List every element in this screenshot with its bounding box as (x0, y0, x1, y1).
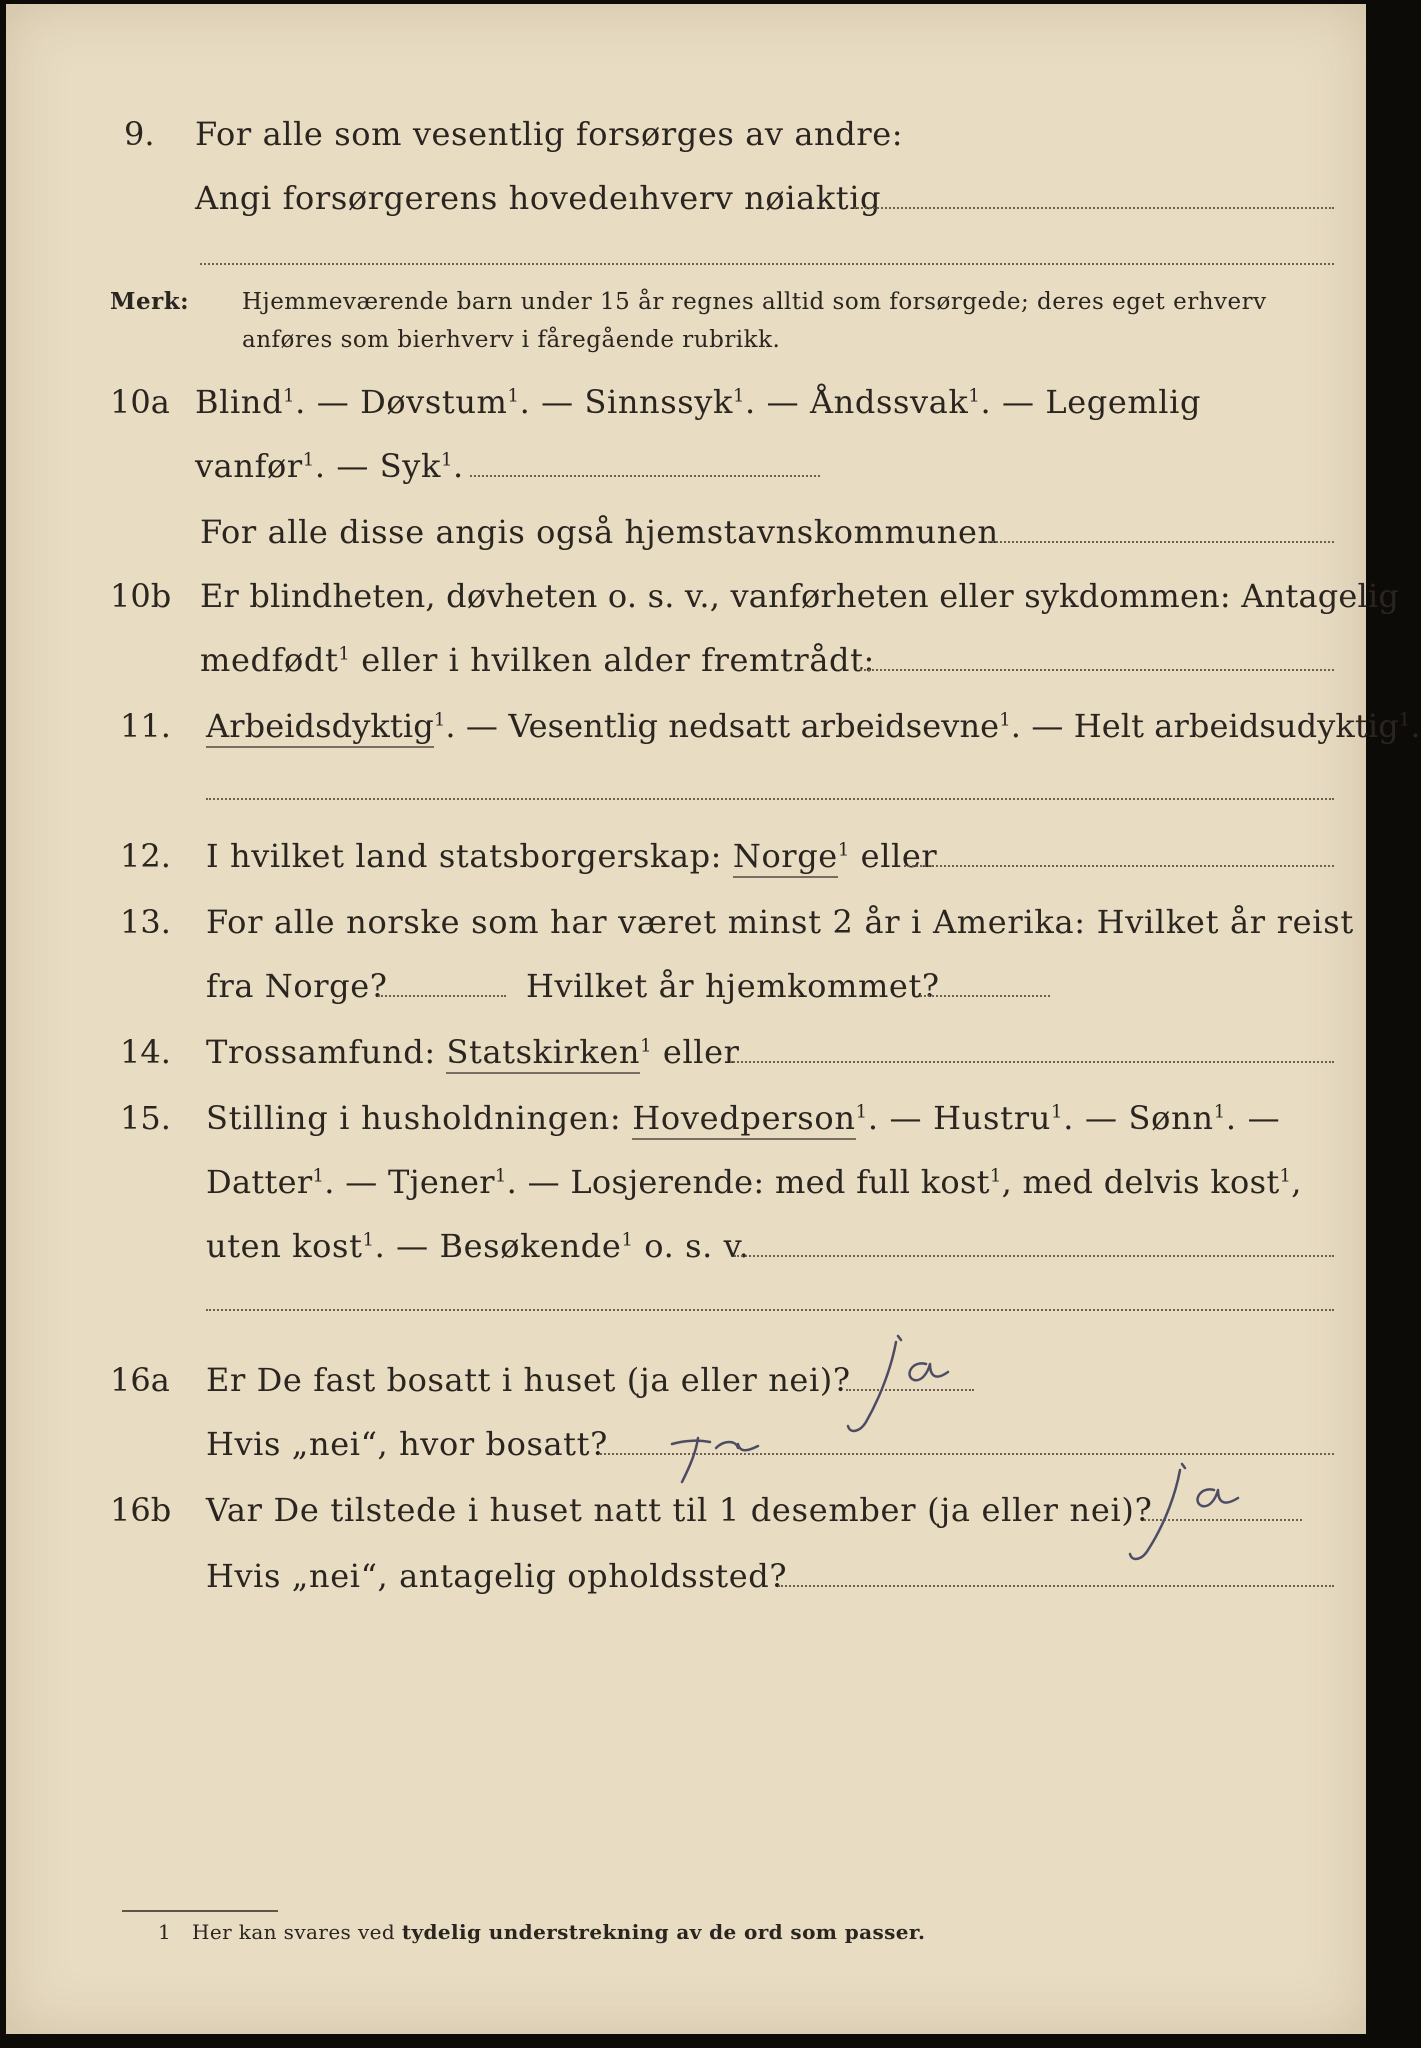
q15-answer-line[interactable] (734, 1255, 1334, 1257)
opt-statskirken[interactable]: Statskirken (446, 1033, 640, 1074)
q14-line (206, 1032, 740, 1072)
dash: — (878, 1099, 934, 1137)
opt-vanfor[interactable]: vanfør (195, 447, 303, 485)
sup-mark: 1 (1213, 1101, 1226, 1123)
dash: — (766, 383, 810, 421)
merk-line2: anføres som bierhverv i fåregående rubrikk. (242, 327, 781, 353)
census-form-page (6, 4, 1421, 2034)
q10a-answer-line[interactable] (470, 475, 820, 477)
q16b-opholdssted-line[interactable] (778, 1585, 1334, 1587)
q10b-answer-line[interactable] (860, 669, 1334, 671)
q12-eller: eller (849, 837, 938, 875)
dash: — (334, 1163, 388, 1201)
q13-number: 13. (120, 903, 171, 941)
q15-line2: Datter$^1$. — Tjener$^1$. — Losjerende: med full kost$^1$, med delvis kost$^1$, (206, 1163, 1302, 1201)
sup-mark: 1 (433, 709, 446, 731)
q13-hjem: Hvilket år hjemkommet? (526, 967, 940, 1005)
q11-number: 11. (120, 707, 171, 745)
q10a-number: 10a (110, 383, 170, 421)
sup-mark: 1 (640, 1035, 653, 1057)
q16a-line2: Hvis „nei“, hvor bosatt? (206, 1425, 608, 1463)
q11-answer-line[interactable] (206, 798, 1334, 800)
opt-arbeidsdyktig[interactable]: Arbeidsdyktig (206, 707, 434, 748)
merk-line1: Hjemmeværende barn under 15 år regnes alltid som forsørgede; deres eget erhverv (242, 289, 1267, 315)
dash: — (541, 383, 585, 421)
q16b-number: 16b (110, 1491, 172, 1529)
dash: — (1021, 707, 1074, 745)
q15-number: 15. (120, 1099, 171, 1137)
q9-line1: For alle som vesentlig forsørges av andre: (195, 115, 904, 153)
opt-besokende[interactable]: Besøkende (439, 1227, 622, 1265)
q14-label: Trossamfund: (206, 1033, 447, 1071)
sup-mark: 1 (494, 1165, 507, 1187)
q11-line: Arbeidsdyktig$^1$. — Vesentlig nedsatt arbeidsevne$^1$. — Helt arbeidsudyktig$^1$. (206, 706, 1421, 746)
dash: — (1074, 1099, 1129, 1137)
q12-answer-line[interactable] (904, 865, 1334, 867)
opt-andssvak[interactable]: Åndssvak (809, 383, 969, 421)
q9-answer-line[interactable] (854, 207, 1334, 209)
footnote-bold: tydelig understrekning av de ord som passer. (401, 1920, 926, 1944)
sup-mark: 1 (338, 643, 351, 665)
dash: — (1001, 383, 1046, 421)
opt-norge[interactable]: Norge (733, 837, 838, 878)
q15-label: Stilling i husholdningen: (206, 1099, 633, 1137)
sup-mark: 1 (837, 839, 850, 861)
opt-sinnssyk[interactable]: Sinnssyk (584, 383, 733, 421)
opt-sonn[interactable]: Sønn (1128, 1099, 1214, 1137)
footnote-rule (122, 1910, 278, 1912)
sup-mark: 1 (999, 709, 1011, 731)
q16b-handwritten-answer (1118, 1460, 1268, 1570)
q10a-hjemstavn-line[interactable] (988, 541, 1334, 543)
opt-dovstum[interactable]: Døvstum (360, 383, 508, 421)
sup-mark: 1 (989, 1165, 1002, 1187)
dash: — (336, 447, 380, 485)
sup-mark: 1 (283, 385, 296, 407)
q12-number: 12. (120, 837, 171, 875)
q13-reist-line[interactable] (378, 995, 506, 997)
q14-answer-line[interactable] (730, 1061, 1334, 1063)
q15-answer-line-2[interactable] (206, 1309, 1334, 1311)
sup-mark: 1 (732, 385, 746, 407)
dash: — (385, 1227, 440, 1265)
q10b-line2 (200, 640, 875, 680)
opt-hovedperson[interactable]: Hovedperson (632, 1099, 855, 1140)
q16a-strikeout-mark (666, 1422, 766, 1492)
q14-number: 14. (120, 1033, 171, 1071)
dash: — (455, 707, 509, 745)
dash: — (316, 383, 361, 421)
sup-mark: 1 (1398, 709, 1411, 731)
sup-mark: 1 (440, 449, 454, 471)
footnote-plain: Her kan svares ved (192, 1920, 402, 1944)
q16b-line2: Hvis „nei“, antagelig opholdssted? (206, 1557, 788, 1595)
opt-blind[interactable]: Blind (195, 383, 284, 421)
q13-line1: For alle norske som har været minst 2 år i Amerika: Hvilket år reist (206, 903, 1354, 941)
q16b-line1: Var De tilstede i huset natt til 1 desember (ja eller nei)? (206, 1491, 1153, 1529)
q10b-line2-rest: eller i hvilken alder fremtrådt: (350, 641, 875, 679)
q16a-number: 16a (110, 1361, 170, 1399)
dash: — (517, 1163, 571, 1201)
opt-udyktig[interactable]: Helt arbeidsudyktig (1073, 707, 1399, 745)
opt-hustru[interactable]: Hustru (933, 1099, 1052, 1137)
opt-uten-kost[interactable]: uten kost (206, 1227, 363, 1265)
q10b-line1: Er blindheten, døvheten o. s. v., vanførheten eller sykdommen: Antagelig (200, 577, 1400, 615)
merk-label: Merk: (110, 288, 190, 315)
sup-mark: 1 (302, 449, 315, 471)
sup-mark: 1 (1279, 1165, 1292, 1187)
q10b-number: 10b (110, 577, 172, 615)
sup-mark: 1 (362, 1229, 375, 1251)
opt-medfodt[interactable]: medfødt (200, 641, 339, 679)
q12-label: I hvilket land statsborgerskap: (206, 837, 733, 875)
sup-mark: 1 (855, 1101, 868, 1123)
q15-osv: o. s. v. (633, 1227, 750, 1265)
q15-line1: Stilling i husholdningen: Hovedperson$^1$. — Hustru$^1$. — Sønn$^1$. — (206, 1098, 1280, 1138)
q9-answer-line-2[interactable] (200, 263, 1334, 265)
dash: — (1236, 1099, 1281, 1137)
q10a-line3: For alle disse angis også hjemstavnskommunen (200, 513, 999, 551)
q16a-handwritten-answer (838, 1334, 968, 1444)
footnote-mark: 1 (158, 1920, 172, 1944)
opt-delvis-kost[interactable]: , med delvis kost (1001, 1163, 1280, 1201)
opt-losjerende-full[interactable]: Losjerende: med full kost (570, 1163, 990, 1201)
opt-tjener[interactable]: Tjener (388, 1163, 495, 1201)
q15-line3: uten kost$^1$. — Besøkende$^1$ o. s. v. (206, 1227, 750, 1265)
opt-legemlig[interactable]: Legemlig (1045, 383, 1202, 421)
sup-mark: 1 (968, 385, 981, 407)
sup-mark: 1 (312, 1165, 325, 1187)
sup-mark: 1 (507, 385, 520, 407)
q13-hjemkommet-line[interactable] (920, 995, 1050, 997)
q16a-line1: Er De fast bosatt i huset (ja eller nei)? (206, 1361, 851, 1399)
q14-eller: eller (652, 1033, 740, 1071)
q10a-line2: vanfør$^1$. — Syk$^1$. (195, 447, 464, 485)
sup-mark: 1 (1051, 1101, 1064, 1123)
opt-nedsatt[interactable]: Vesentlig nedsatt arbeidsevne (508, 707, 1000, 745)
q13-fra: fra Norge? (206, 967, 388, 1005)
q10a-line1: Blind$^1$. — Døvstum$^1$. — Sinnssyk$^1$. — Åndssvak$^1$. — Legemlig (195, 383, 1202, 421)
q9-line2: Angi forsørgerens hovedeıhverv nøiaktig (195, 179, 882, 217)
q12-line (206, 836, 937, 876)
footnote-text (192, 1920, 925, 1944)
opt-datter[interactable]: Datter (206, 1163, 313, 1201)
q9-number: 9. (124, 115, 155, 153)
opt-syk[interactable]: Syk (379, 447, 441, 485)
sup-mark: 1 (621, 1229, 634, 1251)
